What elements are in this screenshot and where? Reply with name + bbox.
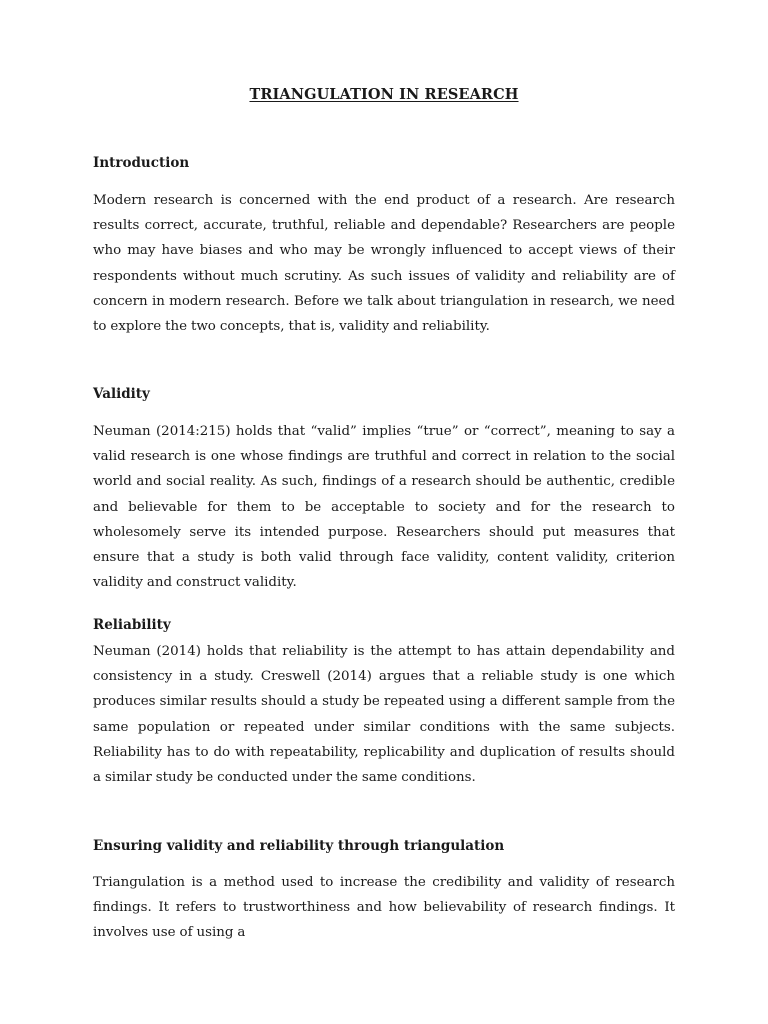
section-body-validity: Neuman (2014:215) holds that “valid” implies “true” or “correct”, meaning to say a valid research is one whose findings are truthful and correct in relation to the social world and social reality. As such, findings of a research should be authentic, credible and believable for them to be acceptable to society and for the research to wholesomely serve its intended purpose. Researchers should put measures that ensure that a study is both valid through face validity, content validity, criterion validity and construct validity.	[93, 424, 675, 591]
section-heading-triangulation: Ensuring validity and reliability through triangulation	[93, 838, 505, 854]
section-heading-validity: Validity	[93, 386, 150, 402]
section-body-triangulation: Triangulation is a method used to increase the credibility and validity of research findings. It refers to trustworthiness and how believability of research findings. It involves use of using a	[93, 875, 675, 941]
section-body-introduction: Modern research is concerned with the end product of a research. Are research results correct, accurate, truthful, reliable and dependable? Researchers are people who may have biases and who may be wrongly influenced to accept views of their respondents without much scrutiny. As such issues of validity and reliability are of concern in modern research. Before we talk about triangulation in research, we need to explore the two concepts, that is, validity and reliability.	[93, 193, 675, 335]
section-heading-introduction: Introduction	[93, 155, 190, 171]
document-title: TRIANGULATION IN RESEARCH	[249, 86, 519, 103]
section-body-reliability: Neuman (2014) holds that reliability is the attempt to has attain dependability and consistency in a study. Creswell (2014) argues that a reliable study is one which produces similar results should a study be repeated using a different sample from the same population or repeated under similar conditions with the same subjects. Reliability has to do with repeatability, replicability and duplication of results should a similar study be conducted under the same conditions.	[93, 644, 675, 786]
section-heading-reliability: Reliability	[93, 617, 171, 633]
